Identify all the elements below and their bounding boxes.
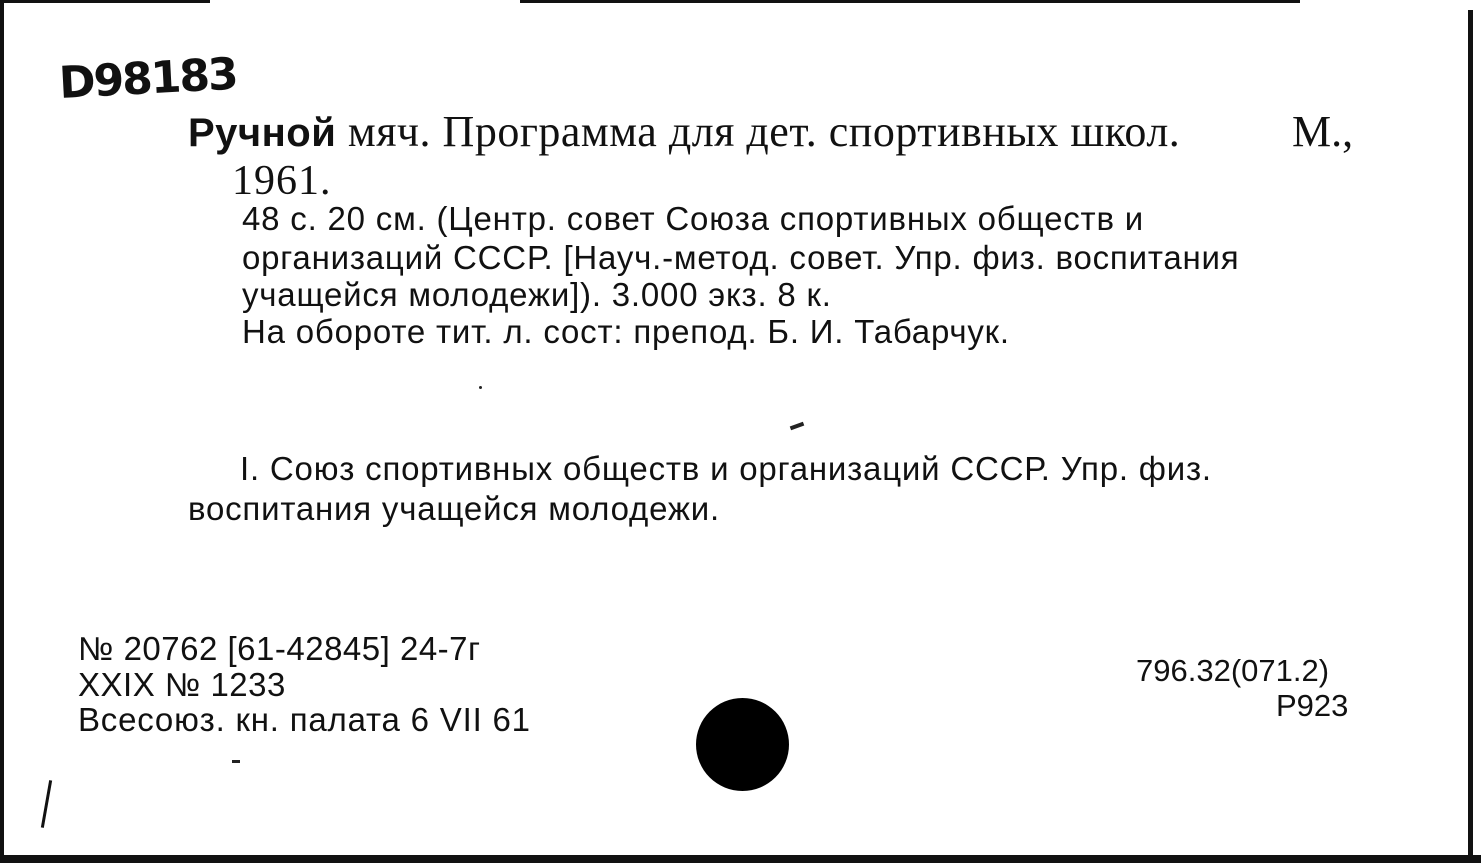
udc-classification: 796.32(071.2) (1136, 653, 1330, 688)
physical-description-line: 48 с. 20 см. (Центр. совет Союза спортивных обществ и (242, 200, 1144, 237)
border-gap (1300, 0, 1481, 3)
border-gap (1468, 0, 1473, 10)
card-border-bottom (0, 855, 1481, 863)
title-heading-word: Ручной (188, 111, 337, 155)
compiler-note: На обороте тит. л. сост: препод. Б. И. Табарчук. (242, 313, 1010, 350)
subject-heading-line: I. Союз спортивных обществ и организаций СССР. Упр. физ. (240, 450, 1212, 487)
title-line (188, 107, 1181, 156)
card-border-left (0, 0, 4, 863)
publication-year: 1961. (232, 158, 332, 204)
pen-stroke (41, 780, 52, 828)
physical-description-line: учащейся молодежи]). 3.000 экз. 8 к. (242, 276, 832, 313)
author-mark: Р923 (1276, 688, 1349, 723)
ink-mark (790, 422, 805, 431)
imprint-line: XXIX № 1233 (78, 666, 286, 703)
ink-mark (232, 760, 240, 763)
physical-description-line: организаций СССР. [Науч.-метод. совет. Упр. физ. воспитания (242, 239, 1240, 276)
publication-city: М., (1292, 107, 1354, 156)
card-border-right (1468, 0, 1473, 863)
imprint-line: Всесоюз. кн. палата 6 VII 61 (78, 701, 531, 738)
imprint-line: № 20762 [61-42845] 24-7г (78, 630, 481, 667)
subject-heading-line: воспитания учащейся молодежи. (188, 490, 720, 527)
title-text: мяч. Программа для дет. спортивных школ. (347, 107, 1181, 156)
border-gap (210, 0, 520, 3)
ink-speck (479, 386, 482, 389)
punch-hole (696, 698, 789, 791)
catalog-number: D98183 (57, 48, 238, 109)
